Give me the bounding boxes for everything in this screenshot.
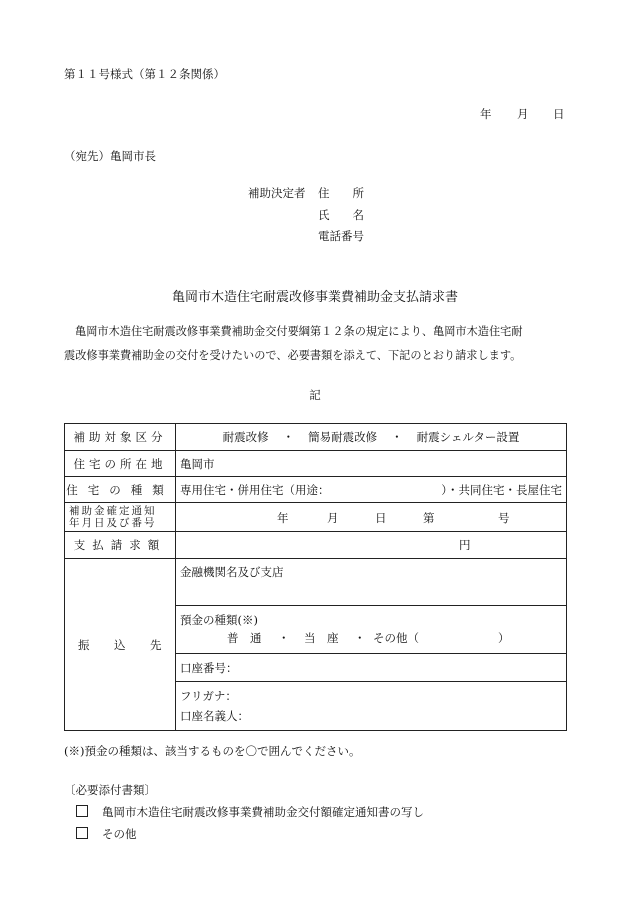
deposit-other-close: ） xyxy=(498,631,510,645)
notice-day: 日 xyxy=(375,511,387,525)
table-row xyxy=(65,424,567,451)
ki-label: 記 xyxy=(309,388,321,402)
deposit-touza[interactable]: 当 座 xyxy=(304,631,339,645)
deposit-separator: ・ xyxy=(354,631,366,645)
date-month: 月 xyxy=(517,107,529,121)
form-number: 第１１号様式（第１２条関係） xyxy=(64,67,225,81)
deposit-note: (※)預金の種類は、該当するものを〇で囲んでください。 xyxy=(64,744,361,758)
account-holder-cell[interactable] xyxy=(176,682,567,731)
payment-amount-cell[interactable] xyxy=(176,532,567,559)
applicant-name-label: 氏 名 xyxy=(318,208,364,222)
furigana-label: フリガナ： xyxy=(180,689,237,703)
applicant-address-label: 住 所 xyxy=(318,186,364,200)
deposit-other[interactable]: その他（ xyxy=(373,631,419,645)
option-simple-retrofit[interactable]: 簡易耐震改修 xyxy=(308,430,378,444)
account-number-label: 口座番号： xyxy=(180,660,238,675)
house-type-label: 住宅の種類 xyxy=(65,477,176,503)
attachments-header: 〔必要添付書類〕 xyxy=(64,783,156,797)
notice-go: 号 xyxy=(498,511,510,525)
table-row xyxy=(65,532,567,559)
bank-cell[interactable] xyxy=(176,559,567,606)
option-shelter[interactable]: 耐震シェルター設置 xyxy=(416,430,520,444)
house-type-b: ）・共同住宅・長屋住宅 xyxy=(441,482,562,497)
table-row xyxy=(65,477,567,503)
table-row xyxy=(65,503,567,532)
attachment-item-label: 亀岡市木造住宅耐震改修事業費補助金交付額確定通知書の写し xyxy=(102,805,424,819)
location-label: 住宅の所在地 xyxy=(65,451,176,477)
deposit-type-cell[interactable] xyxy=(176,606,567,654)
notice-dai: 第 xyxy=(423,511,435,525)
account-holder-label: 口座名義人： xyxy=(180,709,249,723)
attachment-checkbox[interactable] xyxy=(76,805,88,817)
request-table xyxy=(64,423,567,731)
table-row xyxy=(65,559,567,606)
notice-date-label xyxy=(65,503,176,532)
option-separator: ・ xyxy=(282,430,295,444)
document-title: 亀岡市木造住宅耐震改修事業費補助金支払請求書 xyxy=(171,290,458,305)
notice-date-label-line1: 補助金確定通知 xyxy=(69,505,157,517)
transfer-label: 振 込 先 xyxy=(65,559,176,731)
payment-amount-label: 支払請求額 xyxy=(65,532,176,559)
attachment-item-label: その他 xyxy=(102,827,137,841)
location-value: 亀岡市 xyxy=(180,456,215,471)
house-type-a: 専用住宅・併用住宅（用途： xyxy=(180,482,330,497)
notice-date-cell[interactable] xyxy=(176,503,567,532)
house-type-cell[interactable] xyxy=(176,477,567,503)
applicant-phone-label: 電話番号 xyxy=(318,229,364,243)
attachment-item xyxy=(76,826,137,842)
addressee: （宛先）亀岡市長 xyxy=(64,149,156,163)
attachment-item xyxy=(76,804,424,820)
option-seismic-retrofit[interactable]: 耐震改修 xyxy=(222,430,269,444)
bank-label: 金融機関名及び支店 xyxy=(180,565,284,579)
notice-year: 年 xyxy=(277,511,289,525)
body-line-1: 亀岡市木造住宅耐震改修事業費補助金交付要綱第１２条の規定により、亀岡市木造住宅耐 xyxy=(75,325,523,338)
subsidy-category-options[interactable] xyxy=(176,424,567,451)
option-separator: ・ xyxy=(391,430,403,444)
deposit-type-label: 預金の種類(※) xyxy=(180,613,258,627)
subsidy-category-label: 補助対象区分 xyxy=(65,424,176,451)
notice-month: 月 xyxy=(327,511,339,525)
applicant-role: 補助決定者 xyxy=(248,186,306,200)
yen-unit: 円 xyxy=(459,538,471,552)
notice-date-label-line2: 年月日及び番号 xyxy=(69,517,157,529)
date-day: 日 xyxy=(553,107,565,121)
deposit-separator: ・ xyxy=(278,631,290,645)
body-line-2: 震改修事業費補助金の交付を受けたいので、必要書類を添えて、下記のとおり請求します。 xyxy=(64,349,522,362)
date-year: 年 xyxy=(480,107,492,121)
account-number-cell[interactable] xyxy=(176,654,567,682)
deposit-futsu[interactable]: 普 通 xyxy=(227,631,262,645)
location-value-cell[interactable] xyxy=(176,451,567,477)
attachment-checkbox[interactable] xyxy=(76,827,88,839)
table-row xyxy=(65,451,567,477)
